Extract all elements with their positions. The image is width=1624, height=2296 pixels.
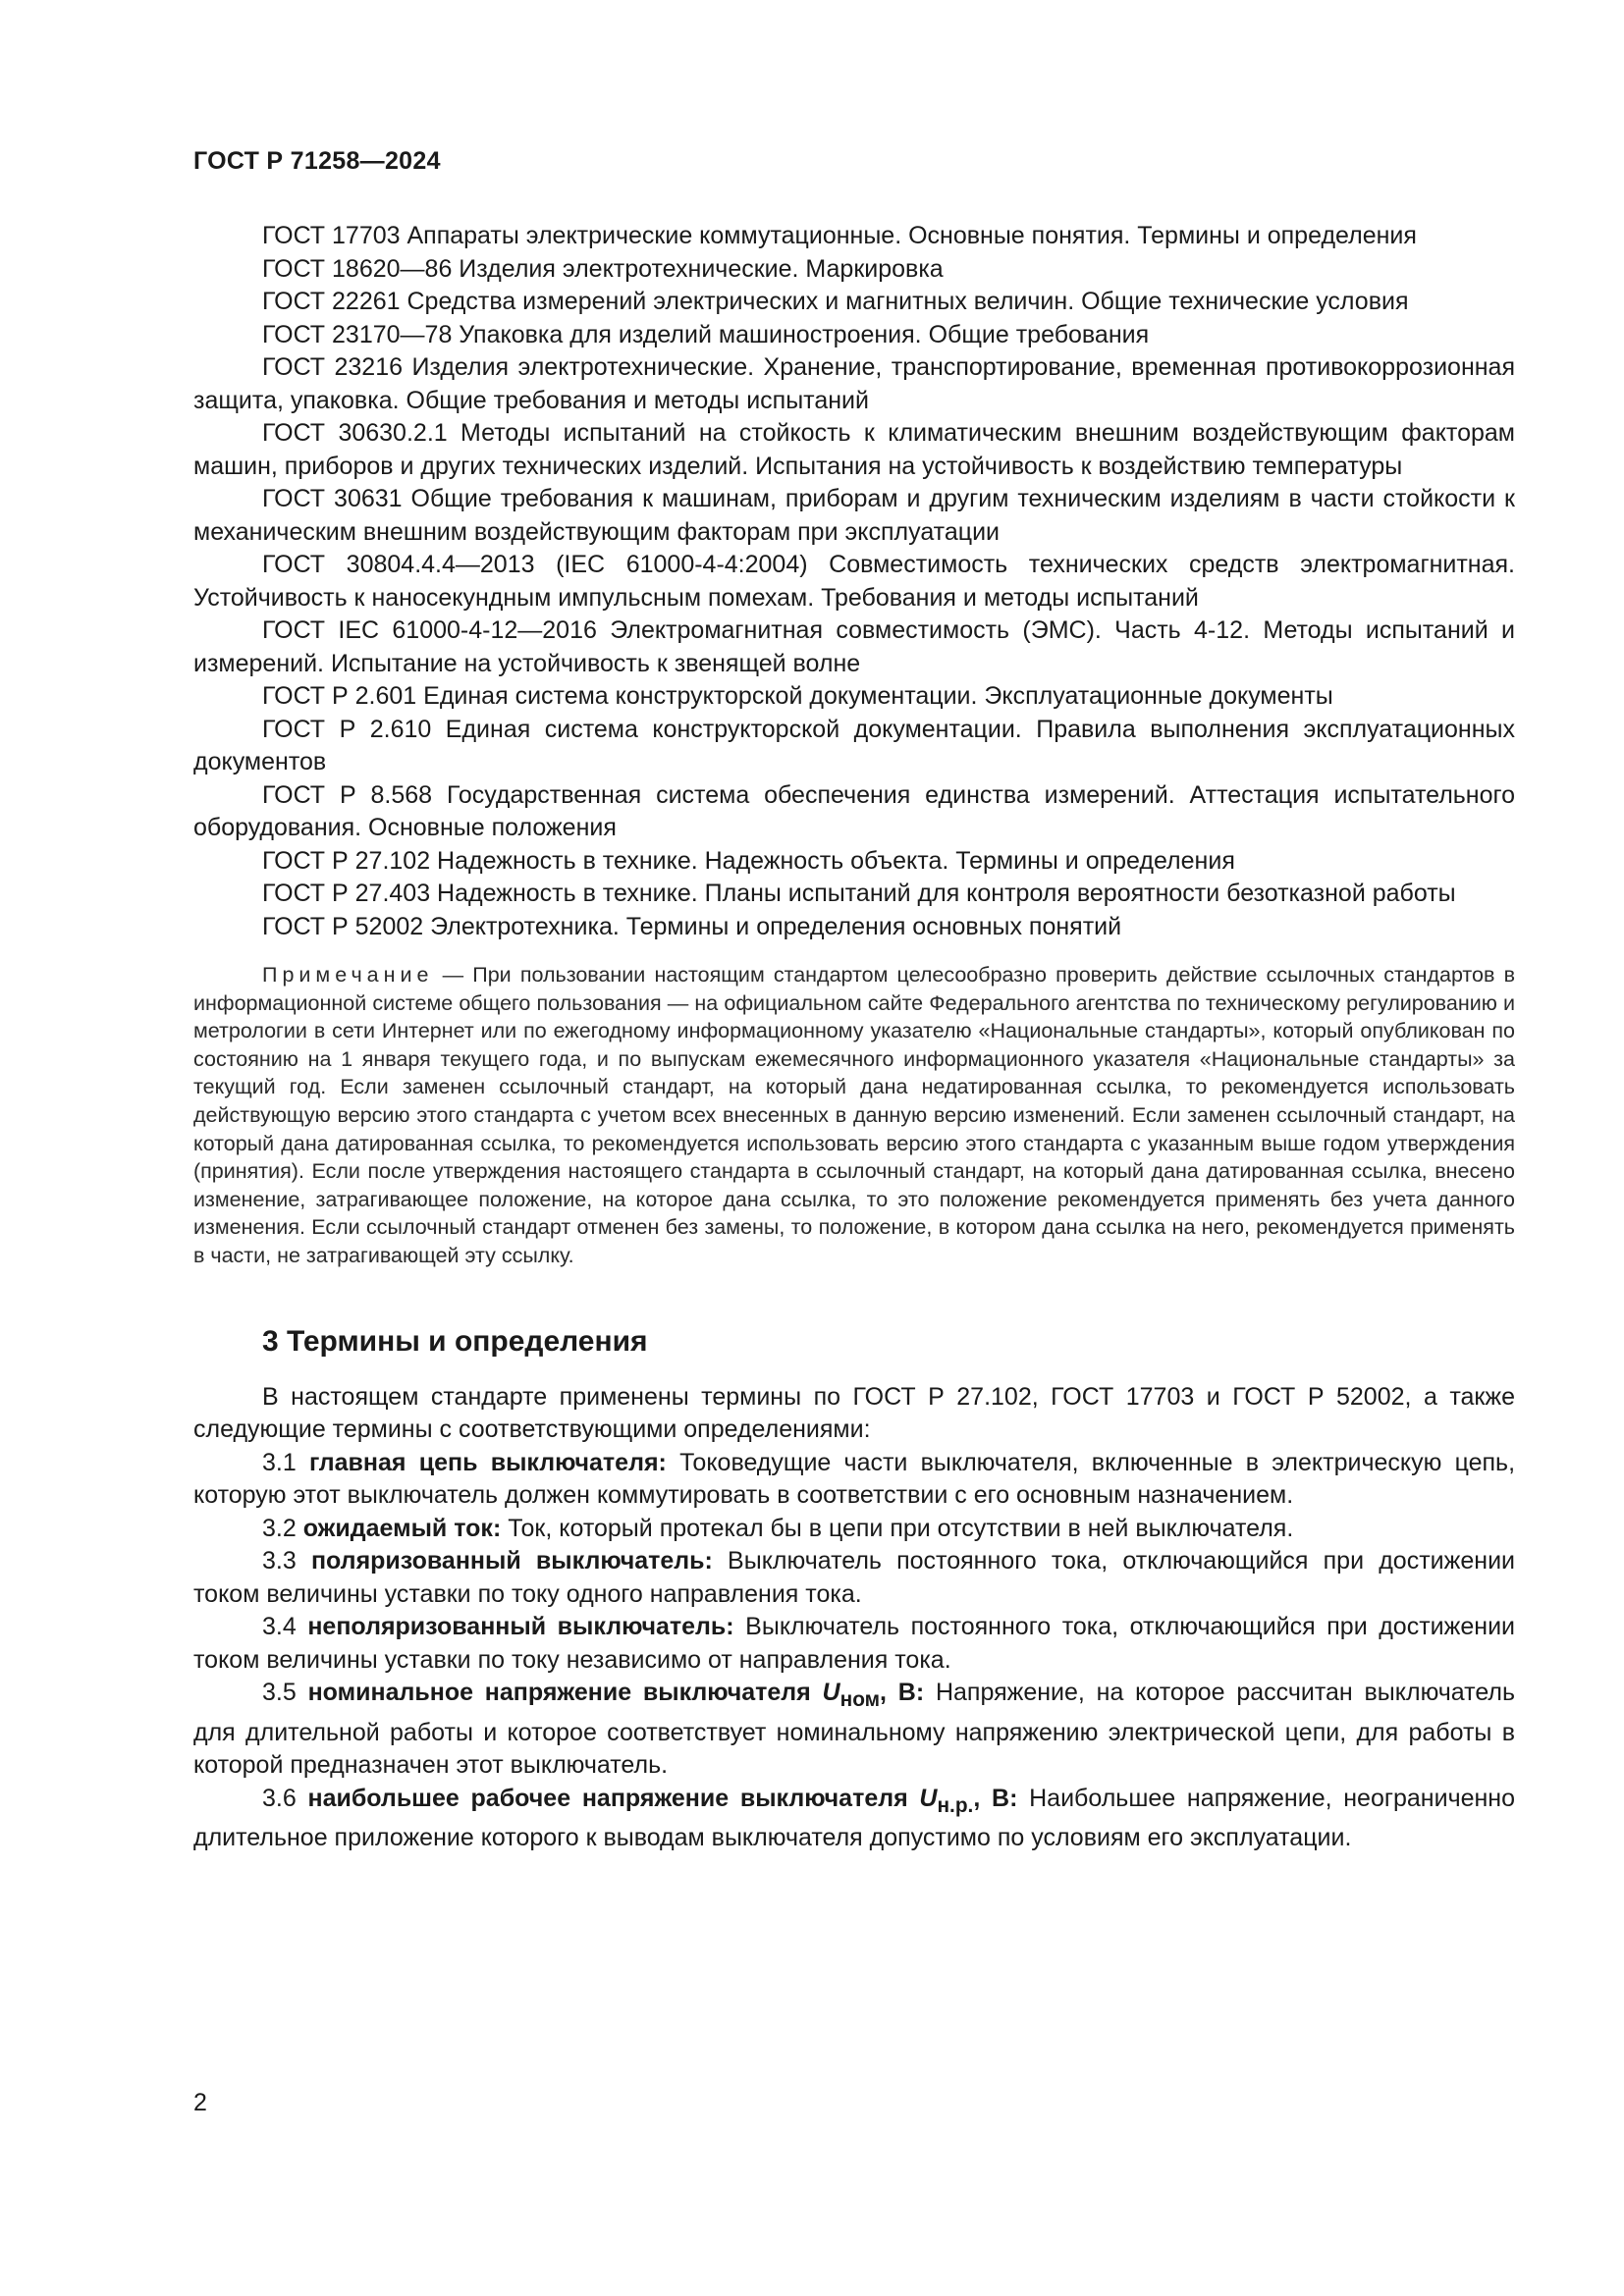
reference-item: ГОСТ Р 2.601 Единая система конструкторской документации. Эксплуатационные документы xyxy=(262,682,1333,710)
term-symbol: U xyxy=(919,1784,938,1812)
note-label: Примечание xyxy=(262,963,434,987)
term-unit: , В: xyxy=(880,1679,925,1707)
term-name: ожидаемый ток: xyxy=(302,1514,502,1542)
reference-item: ГОСТ Р 27.102 Надежность в технике. Надежность объекта. Термины и определения xyxy=(262,846,1235,875)
term-unit: , В: xyxy=(973,1784,1018,1812)
reference-item: ГОСТ 30631 Общие требования к машинам, приборам и другим техническим изделиям в части стойкости к механическим внешним воздействующим факторам при эксплуатации xyxy=(193,485,1515,546)
term-symbol: U xyxy=(822,1679,840,1707)
reference-item: ГОСТ 23170—78 Упаковка для изделий машиностроения. Общие требования xyxy=(262,320,1150,348)
term-name xyxy=(307,1679,925,1712)
term-number: 3.5 xyxy=(262,1679,308,1707)
term-name-text: наибольшее рабочее напряжение выключателя xyxy=(307,1784,920,1812)
term-text: Выключатель постоянного тока, отключающийся при достижении током величины уставки по току одного направления тока. xyxy=(193,1547,1515,1608)
term-definition xyxy=(193,1611,1515,1677)
term-definition-max-voltage xyxy=(193,1783,1515,1855)
reference-item: ГОСТ Р 8.568 Государственная система обеспечения единства измерений. Аттестация испытательного оборудования. Основные положения xyxy=(193,780,1515,841)
reference-item: ГОСТ Р 52002 Электротехника. Термины и определения основных понятий xyxy=(262,912,1122,940)
term-definition xyxy=(193,1545,1515,1611)
section-title: 3 Термины и определения xyxy=(262,1324,648,1358)
reference-item: ГОСТ 22261 Средства измерений электрических и магнитных величин. Общие технические условия xyxy=(262,288,1409,315)
term-definition-rated-voltage xyxy=(193,1677,1515,1783)
term-name-text: номинальное напряжение выключателя xyxy=(307,1679,823,1707)
reference-item: ГОСТ 30804.4.4—2013 (IEC 61000-4-4:2004) Совместимость технических средств электромагнитная. Устойчивость к наносекундным импульсным помехам. Требования и методы испытаний xyxy=(193,551,1515,612)
reference-item: ГОСТ Р 27.403 Надежность в технике. Планы испытаний для контроля вероятности безотказной работы xyxy=(262,880,1456,907)
term-number: 3.3 xyxy=(262,1547,311,1575)
page-number: 2 xyxy=(193,2089,207,2116)
term-text: Напряжение, на которое рассчитан выключатель для длительной работы и которое соответствует номинальному напряжению электрической цепи, для работы в которой предназначен этот выключатель. xyxy=(193,1679,1516,1780)
term-name: главная цепь выключателя: xyxy=(308,1448,667,1476)
term-number: 3.1 xyxy=(262,1448,309,1476)
references-list xyxy=(193,220,1515,943)
term-text: Наибольшее напряжение, неограниченно длительное приложение которого к выводам выключателя допустимо по условиям его эксплуатации. xyxy=(193,1784,1516,1852)
term-symbol-subscript: ном xyxy=(839,1688,881,1712)
term-symbol-subscript: н.р. xyxy=(937,1793,974,1817)
term-definition xyxy=(193,1447,1515,1513)
reference-item: ГОСТ 18620—86 Изделия электротехнические. Маркировка xyxy=(262,254,944,283)
reference-item: ГОСТ 23216 Изделия электротехнические. Хранение, транспортирование, временная противокоррозионная защита, упаковка. Общие требования и методы испытаний xyxy=(193,353,1515,414)
reference-item: ГОСТ IEC 61000-4-12—2016 Электромагнитная совместимость (ЭМС). Часть 4-12. Методы испытаний и измерений. Испытание на устойчивость к звенящей волне xyxy=(193,616,1515,677)
term-number: 3.6 xyxy=(262,1784,308,1812)
term-number: 3.4 xyxy=(262,1613,308,1641)
references-note xyxy=(193,961,1515,1270)
reference-item: ГОСТ Р 2.610 Единая система конструкторской документации. Правила выполнения эксплуатационных документов xyxy=(193,715,1515,775)
term-text: Токоведущие части выключателя, включенные в электрическую цепь, которую этот выключатель должен коммутировать в соответствии с его основным назначением. xyxy=(193,1448,1516,1510)
section-intro: В настоящем стандарте применены термины по ГОСТ Р 27.102, ГОСТ 17703 и ГОСТ Р 52002, а также следующие термины с соответствующими определениями: xyxy=(193,1382,1515,1444)
page-content xyxy=(193,220,1515,1855)
term-definition xyxy=(193,1513,1515,1546)
note-text: — При пользовании настоящим стандартом целесообразно проверить действие ссылочных стандартов в информационной системе общего пользования — на официальном сайте Федерального агентства по техническому регулированию и метрологии в сети Интернет или по ежегодному информационному указателю «Национальные стандарты», который опубликован по состоянию на 1 января текущего года, и по выпускам ежемесячного информационного указателя «Национальные стандарты» за текущий год. Если заменен ссылочный стандарт, на который дана недатированная ссылка, то рекомендуется использовать действующую версию этого стандарта с учетом всех внесенных в данную версию изменений. Если заменен ссылочный стандарт, на который дана датированная ссылка, то рекомендуется использовать версию этого стандарта с указанным выше годом утверждения (принятия). Если после утверждения настоящего стандарта в ссылочный стандарт, на который дана датированная ссылка, внесено изменение, затрагивающее положение, на которое дана ссылка, то это положение рекомендуется применять без учета данного изменения. Если ссылочный стандарт отменен без замены, то положение, в котором дана ссылка на него, рекомендуется применять в части, не затрагивающей эту ссылку. xyxy=(193,963,1515,1267)
reference-item: ГОСТ 30630.2.1 Методы испытаний на стойкость к климатическим внешним воздействующим факторам машин, приборов и других технических изделий. Испытания на устойчивость к воздействию температуры xyxy=(193,419,1515,480)
term-text: Ток, который протекал бы в цепи при отсутствии в ней выключателя. xyxy=(501,1514,1294,1542)
term-text: Выключатель постоянного тока, отключающийся при достижении током величины уставки по току независимо от направления тока. xyxy=(193,1613,1515,1674)
term-name xyxy=(307,1784,1018,1817)
term-name: поляризованный выключатель: xyxy=(310,1547,713,1575)
term-name: неполяризованный выключатель: xyxy=(307,1613,734,1641)
reference-item: ГОСТ 17703 Аппараты электрические коммутационные. Основные понятия. Термины и определения xyxy=(262,222,1417,249)
document-id-header: ГОСТ Р 71258—2024 xyxy=(193,147,441,175)
term-number: 3.2 xyxy=(262,1514,303,1542)
